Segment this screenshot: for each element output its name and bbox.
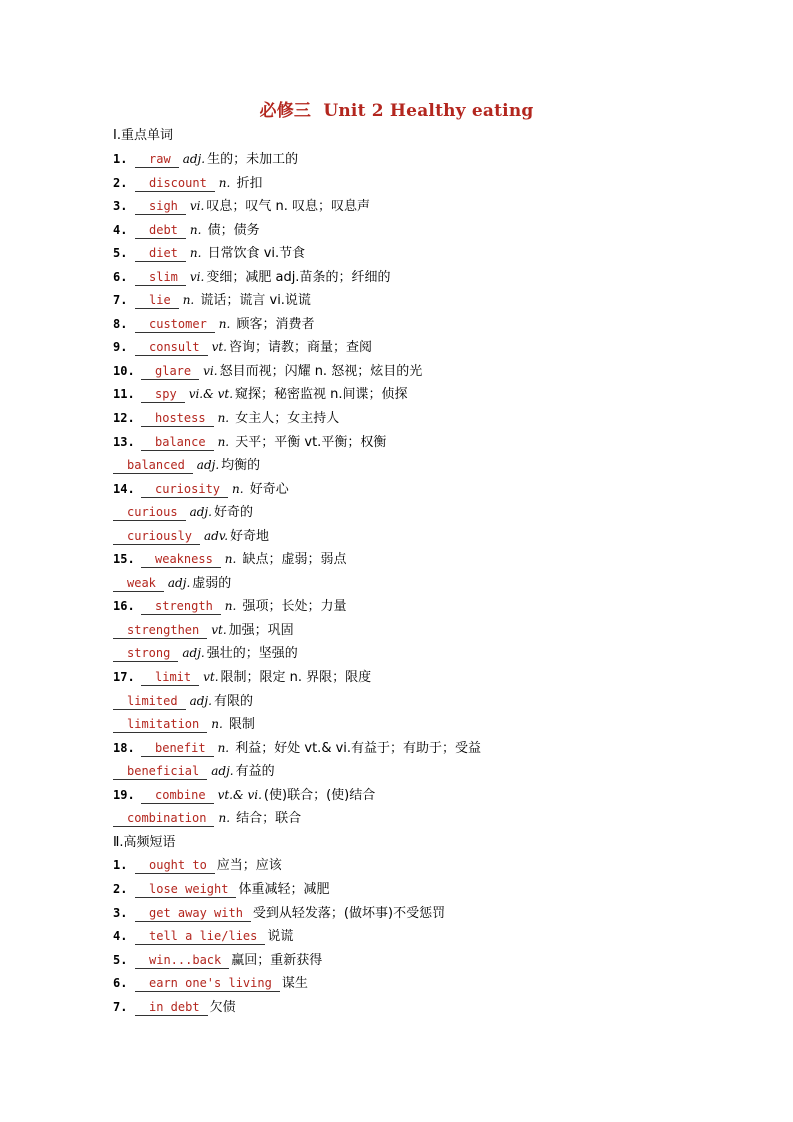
meaning-text: 女主人；女主持人 bbox=[231, 411, 340, 427]
meaning-text: (使)联合；(使)结合 bbox=[263, 787, 376, 803]
answer-blank: strong bbox=[113, 645, 178, 662]
part-of-speech: adj. bbox=[196, 458, 220, 473]
item-number: 15. bbox=[113, 552, 135, 567]
content bbox=[113, 124, 773, 1019]
part-of-speech: adj. bbox=[189, 505, 212, 520]
list-item bbox=[113, 666, 773, 690]
item-number: 16. bbox=[113, 599, 135, 614]
part-of-speech: n. bbox=[182, 293, 195, 308]
item-number: 9. bbox=[113, 340, 128, 355]
meaning-text: 顾客；消费者 bbox=[232, 316, 315, 332]
answer-blank: in debt bbox=[135, 999, 208, 1016]
list-item bbox=[113, 407, 773, 431]
answer-blank: spy bbox=[141, 386, 185, 403]
meaning-text: 谎话；谎言 vi.说谎 bbox=[196, 293, 311, 309]
part-of-speech: n. bbox=[217, 411, 230, 426]
part-of-speech: adj. bbox=[182, 646, 205, 661]
answer-blank: customer bbox=[135, 316, 215, 333]
meaning-text: 结合；联合 bbox=[232, 811, 302, 827]
answer-blank: balanced bbox=[113, 457, 193, 474]
answer-blank: slim bbox=[135, 269, 186, 286]
list-item bbox=[113, 972, 773, 996]
part-of-speech: vi. bbox=[203, 363, 218, 378]
item-number: 19. bbox=[113, 787, 135, 802]
list-item bbox=[113, 713, 773, 737]
meaning-text: 日常饮食 vi.节食 bbox=[203, 246, 306, 262]
list-item bbox=[113, 902, 773, 926]
answer-blank: raw bbox=[135, 151, 179, 168]
meaning-text: 均衡的 bbox=[221, 458, 261, 474]
list-item bbox=[113, 242, 773, 266]
section-heading-words: Ⅰ.重点单词 bbox=[113, 128, 173, 143]
meaning-text: 限制 bbox=[224, 717, 255, 733]
item-number: 1. bbox=[113, 152, 128, 166]
list-item bbox=[113, 760, 773, 784]
answer-blank: diet bbox=[135, 245, 186, 262]
answer-blank: earn one's living bbox=[135, 975, 280, 992]
answer-blank: discount bbox=[135, 175, 215, 192]
part-of-speech: n. bbox=[218, 175, 231, 190]
meaning-text: 窥探；秘密监视 n.间谍；侦探 bbox=[235, 387, 408, 403]
list-item bbox=[113, 266, 773, 290]
part-of-speech: adj. bbox=[167, 575, 191, 590]
answer-blank: lie bbox=[135, 292, 179, 309]
meaning-text: 咨询；请教；商量；查阅 bbox=[229, 340, 373, 356]
meaning-text: 变细；减肥 adj.苗条的；纤细的 bbox=[206, 269, 391, 285]
list-item bbox=[113, 219, 773, 243]
answer-blank: limited bbox=[113, 693, 186, 710]
list-item bbox=[113, 148, 773, 172]
part-of-speech: n. bbox=[217, 434, 230, 449]
list-item bbox=[113, 336, 773, 360]
list-item bbox=[113, 431, 773, 455]
answer-blank: glare bbox=[141, 363, 199, 380]
part-of-speech: vt. bbox=[203, 670, 219, 685]
answer-blank: lose weight bbox=[135, 881, 236, 898]
phrase-list bbox=[113, 854, 773, 1019]
page-title: 必修三 Unit 2 Healthy eating bbox=[259, 101, 534, 121]
meaning-text: 谋生 bbox=[281, 976, 308, 992]
meaning-text: 怒目而视；闪耀 n. 怒视；炫目的光 bbox=[219, 363, 423, 379]
list-item bbox=[113, 949, 773, 973]
item-number: 2. bbox=[113, 881, 128, 896]
part-of-speech: n. bbox=[218, 316, 231, 331]
answer-blank: weak bbox=[113, 575, 164, 592]
part-of-speech: vt. bbox=[211, 340, 227, 355]
meaning-text: 好奇心 bbox=[245, 481, 289, 497]
item-number: 14. bbox=[113, 481, 135, 496]
item-number: 2. bbox=[113, 175, 128, 190]
word-list bbox=[113, 148, 773, 831]
list-item bbox=[113, 784, 773, 808]
list-item bbox=[113, 925, 773, 949]
part-of-speech: adj. bbox=[182, 152, 206, 166]
meaning-text: 天平；平衡 vt.平衡；权衡 bbox=[231, 434, 387, 450]
part-of-speech: n. bbox=[224, 552, 237, 567]
meaning-text: 赢回；重新获得 bbox=[231, 952, 323, 968]
answer-blank: get away with bbox=[135, 905, 251, 922]
part-of-speech: n. bbox=[224, 599, 237, 614]
meaning-text: 利益；好处 vt.& vi.有益于；有助于；受益 bbox=[231, 740, 482, 756]
item-number: 3. bbox=[113, 905, 128, 920]
answer-blank: limit bbox=[141, 669, 199, 686]
list-item bbox=[113, 313, 773, 337]
item-number: 18. bbox=[113, 740, 135, 755]
answer-blank: ought to bbox=[135, 857, 215, 874]
item-number: 12. bbox=[113, 411, 135, 426]
meaning-text: 好奇的 bbox=[213, 505, 253, 521]
answer-blank: curious bbox=[113, 504, 186, 521]
answer-blank: curiously bbox=[113, 528, 200, 545]
list-item bbox=[113, 878, 773, 902]
meaning-text: 强壮的；坚强的 bbox=[206, 646, 298, 662]
list-item bbox=[113, 454, 773, 478]
item-number: 8. bbox=[113, 316, 128, 331]
answer-blank: strength bbox=[141, 598, 221, 615]
meaning-text: 欠债 bbox=[209, 999, 236, 1015]
meaning-text: 缺点；虚弱；弱点 bbox=[238, 552, 347, 568]
part-of-speech: n. bbox=[211, 717, 223, 732]
item-number: 4. bbox=[113, 929, 128, 944]
list-item bbox=[113, 807, 773, 831]
answer-blank: tell a lie/lies bbox=[135, 928, 265, 945]
item-number: 1. bbox=[113, 858, 128, 873]
answer-blank: combination bbox=[113, 810, 214, 827]
list-item bbox=[113, 572, 773, 596]
part-of-speech: n. bbox=[189, 246, 202, 261]
meaning-text: 虚弱的 bbox=[192, 575, 232, 591]
part-of-speech: n. bbox=[218, 811, 231, 826]
answer-blank: combine bbox=[141, 787, 214, 804]
answer-blank: strengthen bbox=[113, 622, 207, 639]
list-item bbox=[113, 360, 773, 384]
meaning-text: 折扣 bbox=[232, 175, 263, 191]
part-of-speech: vt. bbox=[211, 622, 227, 637]
list-item bbox=[113, 595, 773, 619]
meaning-text: 说谎 bbox=[267, 929, 294, 945]
part-of-speech: n. bbox=[189, 222, 202, 237]
list-item bbox=[113, 548, 773, 572]
meaning-text: 债；债务 bbox=[203, 222, 260, 238]
part-of-speech: vi.& vt. bbox=[188, 387, 234, 402]
meaning-text: 叹息；叹气 n. 叹息；叹息声 bbox=[206, 199, 370, 215]
part-of-speech: vi. bbox=[189, 199, 205, 214]
list-item bbox=[113, 172, 773, 196]
answer-blank: win...back bbox=[135, 952, 229, 969]
answer-blank: limitation bbox=[113, 716, 207, 733]
item-number: 7. bbox=[113, 293, 128, 308]
part-of-speech: adj. bbox=[189, 693, 212, 708]
list-item bbox=[113, 383, 773, 407]
item-number: 4. bbox=[113, 222, 128, 237]
item-number: 6. bbox=[113, 269, 128, 284]
list-item bbox=[113, 619, 773, 643]
list-item bbox=[113, 289, 773, 313]
part-of-speech: n. bbox=[217, 740, 230, 755]
answer-blank: benefit bbox=[141, 740, 214, 757]
meaning-text: 加强；巩固 bbox=[228, 622, 294, 638]
answer-blank: hostess bbox=[141, 410, 214, 427]
part-of-speech: n. bbox=[232, 481, 244, 496]
list-item bbox=[113, 690, 773, 714]
meaning-text: 限制；限定 n. 界限；限度 bbox=[220, 670, 372, 686]
item-number: 5. bbox=[113, 246, 128, 261]
answer-blank: beneficial bbox=[113, 763, 207, 780]
answer-blank: curiosity bbox=[141, 481, 228, 498]
answer-blank: balance bbox=[141, 434, 214, 451]
item-number: 5. bbox=[113, 952, 128, 967]
answer-blank: sigh bbox=[135, 198, 186, 215]
meaning-text: 有限的 bbox=[213, 693, 253, 709]
part-of-speech: adv. bbox=[204, 528, 229, 543]
list-item bbox=[113, 737, 773, 761]
item-number: 3. bbox=[113, 199, 128, 214]
meaning-text: 强项；长处；力量 bbox=[238, 599, 347, 615]
item-number: 17. bbox=[113, 670, 135, 685]
meaning-text: 体重减轻；减肥 bbox=[238, 881, 330, 897]
answer-blank: debt bbox=[135, 222, 186, 239]
answer-blank: weakness bbox=[141, 551, 221, 568]
list-item bbox=[113, 195, 773, 219]
item-number: 10. bbox=[113, 363, 135, 378]
meaning-text: 受到从轻发落；(做坏事)不受惩罚 bbox=[252, 905, 446, 921]
item-number: 6. bbox=[113, 976, 128, 991]
section-heading-phrases: Ⅱ.高频短语 bbox=[113, 834, 176, 850]
item-number: 7. bbox=[113, 999, 128, 1014]
part-of-speech: adj. bbox=[211, 764, 234, 779]
part-of-speech: vt.& vi. bbox=[217, 787, 262, 802]
list-item bbox=[113, 996, 773, 1020]
list-item bbox=[113, 525, 773, 549]
meaning-text: 有益的 bbox=[235, 764, 275, 780]
list-item bbox=[113, 642, 773, 666]
list-item bbox=[113, 854, 773, 878]
meaning-text: 好奇地 bbox=[230, 528, 270, 544]
item-number: 11. bbox=[113, 387, 135, 402]
meaning-text: 生的；未加工的 bbox=[207, 152, 299, 167]
list-item bbox=[113, 478, 773, 502]
list-item bbox=[113, 501, 773, 525]
answer-blank: consult bbox=[135, 339, 208, 356]
part-of-speech: vi. bbox=[189, 269, 205, 284]
meaning-text: 应当；应该 bbox=[216, 858, 282, 874]
item-number: 13. bbox=[113, 434, 135, 449]
